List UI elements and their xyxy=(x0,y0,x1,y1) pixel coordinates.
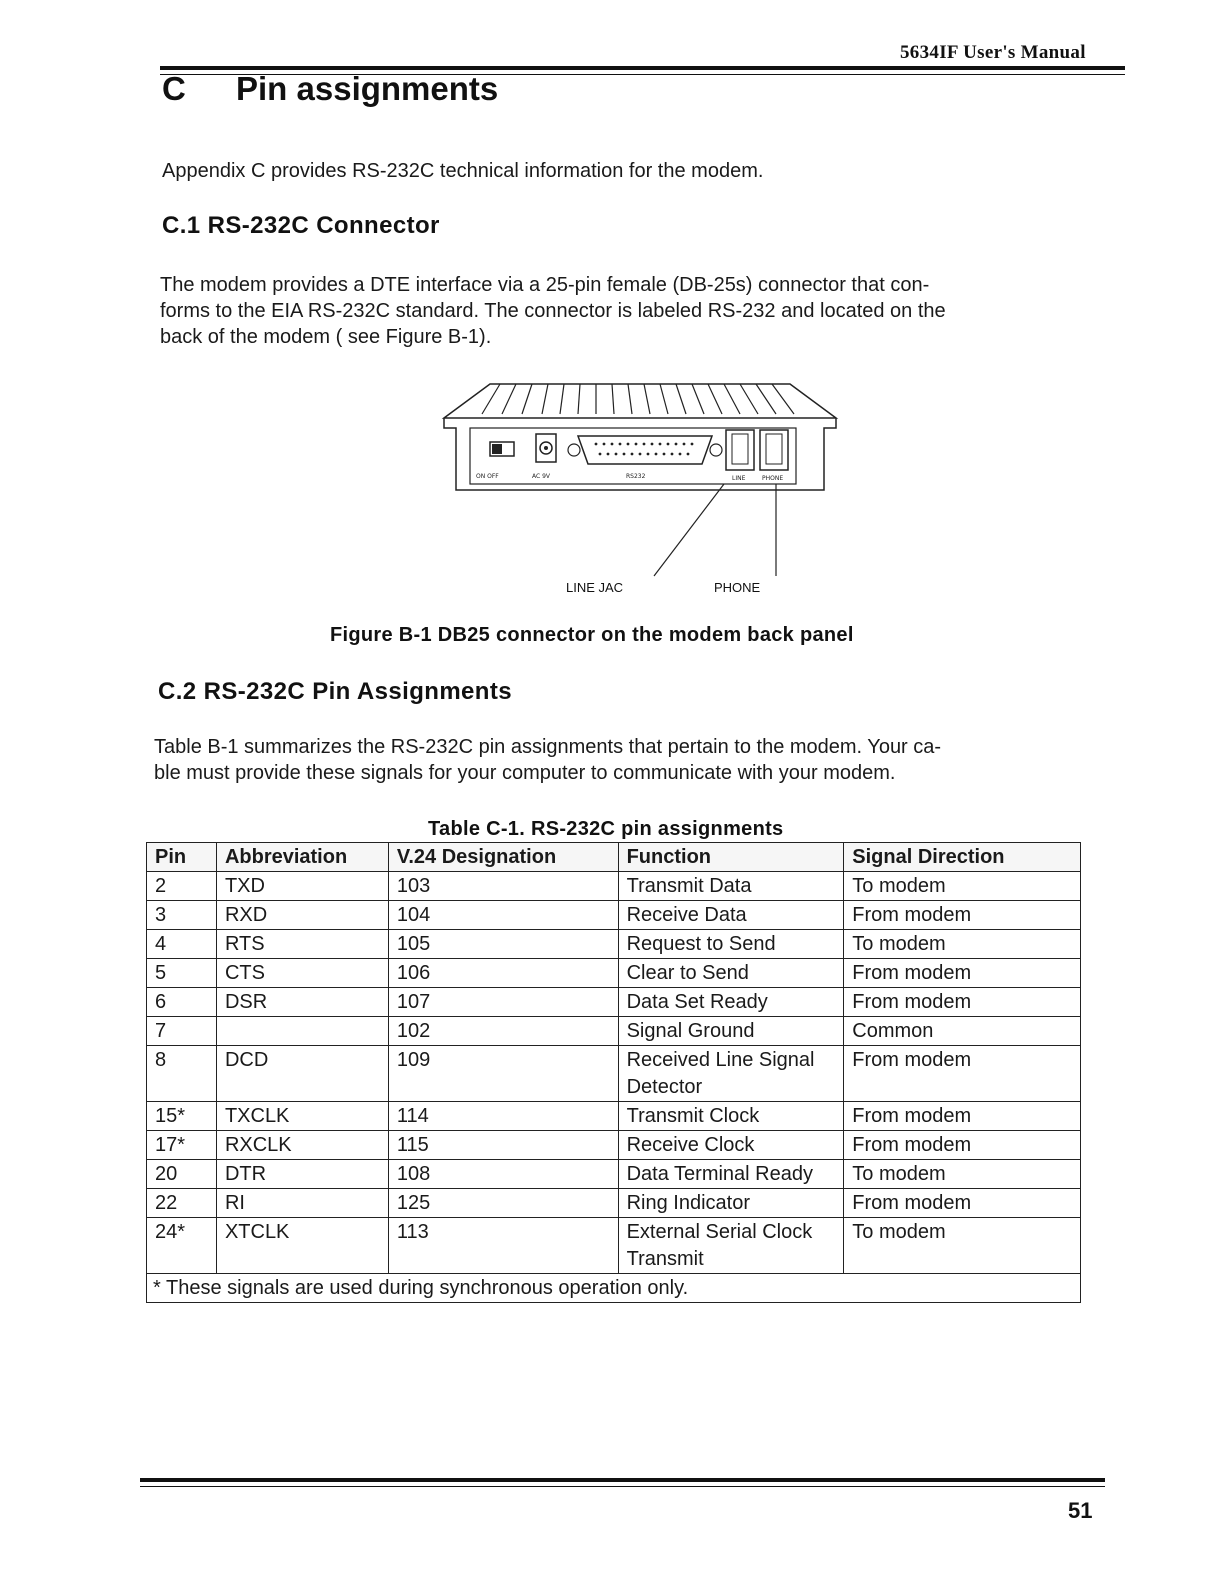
table-caption: Table C-1. RS-232C pin assignments xyxy=(428,818,784,840)
cell-function: Data Set Ready xyxy=(618,988,844,1017)
cell-v24: 109 xyxy=(388,1046,618,1102)
table-row xyxy=(147,959,1081,988)
chapter-letter: C xyxy=(162,70,186,107)
cell-abbreviation: RXCLK xyxy=(216,1131,388,1160)
cell-v24: 114 xyxy=(388,1102,618,1131)
column-header-direction: Signal Direction xyxy=(844,843,1081,872)
column-header-v24: V.24 Designation xyxy=(388,843,618,872)
paragraph-line: The modem provides a DTE interface via a 25-pin female (DB-25s) connector that con- xyxy=(160,274,930,296)
cell-direction: From modem xyxy=(844,1131,1081,1160)
cell-abbreviation: RXD xyxy=(216,901,388,930)
table-row xyxy=(147,872,1081,901)
cell-pin: 15* xyxy=(147,1102,217,1131)
cell-pin: 4 xyxy=(147,930,217,959)
table-row xyxy=(147,1017,1081,1046)
table-row xyxy=(147,930,1081,959)
cell-function: Data Terminal Ready xyxy=(618,1160,844,1189)
table-row xyxy=(147,1046,1081,1102)
column-header-pin: Pin xyxy=(147,843,217,872)
cell-v24: 103 xyxy=(388,872,618,901)
cell-pin: 17* xyxy=(147,1131,217,1160)
table-footnote-row xyxy=(147,1274,1081,1303)
table-row xyxy=(147,1102,1081,1131)
table-row xyxy=(147,1218,1081,1274)
cell-v24: 104 xyxy=(388,901,618,930)
modem-back-panel-figure xyxy=(430,372,850,602)
page-number: 51 xyxy=(1068,1498,1093,1523)
pin-assignment-table xyxy=(146,842,1081,1303)
cell-v24: 107 xyxy=(388,988,618,1017)
paragraph-line: back of the modem ( see Figure B-1). xyxy=(160,326,492,348)
section-c1-title: C.1 RS-232C Connector xyxy=(162,212,440,239)
cell-function: Transmit Data xyxy=(618,872,844,901)
cell-function: External Serial Clock Transmit xyxy=(618,1218,844,1274)
cell-v24: 108 xyxy=(388,1160,618,1189)
cell-function: Clear to Send xyxy=(618,959,844,988)
footer-rule xyxy=(140,1478,1105,1482)
cell-direction: From modem xyxy=(844,959,1081,988)
cell-abbreviation: XTCLK xyxy=(216,1218,388,1274)
cell-v24: 102 xyxy=(388,1017,618,1046)
cell-abbreviation: DSR xyxy=(216,988,388,1017)
line-jack-label: LINE xyxy=(732,475,746,482)
cell-pin: 8 xyxy=(147,1046,217,1102)
cell-pin: 7 xyxy=(147,1017,217,1046)
cell-direction: To modem xyxy=(844,1218,1081,1274)
cell-v24: 113 xyxy=(388,1218,618,1274)
cell-function: Receive Clock xyxy=(618,1131,844,1160)
phone-jack-label: PHONE xyxy=(762,475,784,482)
paragraph-line: ble must provide these signals for your computer to communicate with your modem. xyxy=(154,762,896,784)
cell-pin: 5 xyxy=(147,959,217,988)
cell-abbreviation xyxy=(216,1017,388,1046)
cell-function: Receive Data xyxy=(618,901,844,930)
running-header: 5634IF User's Manual xyxy=(900,42,1086,63)
cell-direction: Common xyxy=(844,1017,1081,1046)
cell-abbreviation: CTS xyxy=(216,959,388,988)
section-c2-paragraph xyxy=(154,734,1112,786)
column-header-function: Function xyxy=(618,843,844,872)
footer-rule-thin xyxy=(140,1486,1105,1487)
cell-v24: 125 xyxy=(388,1189,618,1218)
chapter-name: Pin assignments xyxy=(236,70,499,107)
table-row xyxy=(147,901,1081,930)
cell-function: Signal Ground xyxy=(618,1017,844,1046)
cell-direction: To modem xyxy=(844,1160,1081,1189)
section-c1-paragraph xyxy=(160,272,1118,350)
section-c2-title: C.2 RS-232C Pin Assignments xyxy=(158,678,513,705)
cell-abbreviation: TXD xyxy=(216,872,388,901)
table-row xyxy=(147,1189,1081,1218)
cell-abbreviation: DCD xyxy=(216,1046,388,1102)
cell-pin: 2 xyxy=(147,872,217,901)
cell-function: Transmit Clock xyxy=(618,1102,844,1131)
cell-abbreviation: DTR xyxy=(216,1160,388,1189)
cell-direction: To modem xyxy=(844,872,1081,901)
cell-v24: 105 xyxy=(388,930,618,959)
rs232-label: RS232 xyxy=(626,473,646,480)
power-label: ON OFF xyxy=(476,473,499,480)
cell-pin: 24* xyxy=(147,1218,217,1274)
cell-direction: From modem xyxy=(844,1046,1081,1102)
cell-function: Ring Indicator xyxy=(618,1189,844,1218)
cell-abbreviation: TXCLK xyxy=(216,1102,388,1131)
table-row xyxy=(147,1131,1081,1160)
cell-pin: 3 xyxy=(147,901,217,930)
table-footnote: * These signals are used during synchronous operation only. xyxy=(147,1274,1081,1303)
modem-drawing xyxy=(430,372,850,602)
cell-v24: 115 xyxy=(388,1131,618,1160)
cell-function: Request to Send xyxy=(618,930,844,959)
paragraph-line: forms to the EIA RS-232C standard. The connector is labeled RS-232 and located on the xyxy=(160,300,946,322)
cell-direction: From modem xyxy=(844,1189,1081,1218)
intro-paragraph: Appendix C provides RS-232C technical information for the modem. xyxy=(162,160,764,182)
table-header-row xyxy=(147,843,1081,872)
cell-abbreviation: RTS xyxy=(216,930,388,959)
line-jack-callout: LINE JAC xyxy=(566,580,624,595)
cell-v24: 106 xyxy=(388,959,618,988)
cell-direction: From modem xyxy=(844,901,1081,930)
cell-abbreviation: RI xyxy=(216,1189,388,1218)
cell-direction: From modem xyxy=(844,1102,1081,1131)
table-row xyxy=(147,988,1081,1017)
table-row xyxy=(147,1160,1081,1189)
ac-label: AC 9V xyxy=(532,473,551,480)
cell-pin: 22 xyxy=(147,1189,217,1218)
cell-pin: 20 xyxy=(147,1160,217,1189)
column-header-abbreviation: Abbreviation xyxy=(216,843,388,872)
cell-function: Received Line Signal Detector xyxy=(618,1046,844,1102)
paragraph-line: Table B-1 summarizes the RS-232C pin assignments that pertain to the modem. Your ca- xyxy=(154,736,942,758)
cell-pin: 6 xyxy=(147,988,217,1017)
cell-direction: From modem xyxy=(844,988,1081,1017)
figure-caption: Figure B-1 DB25 connector on the modem back panel xyxy=(330,624,854,646)
chapter-title xyxy=(162,70,498,108)
phone-callout: PHONE xyxy=(714,580,761,595)
cell-direction: To modem xyxy=(844,930,1081,959)
